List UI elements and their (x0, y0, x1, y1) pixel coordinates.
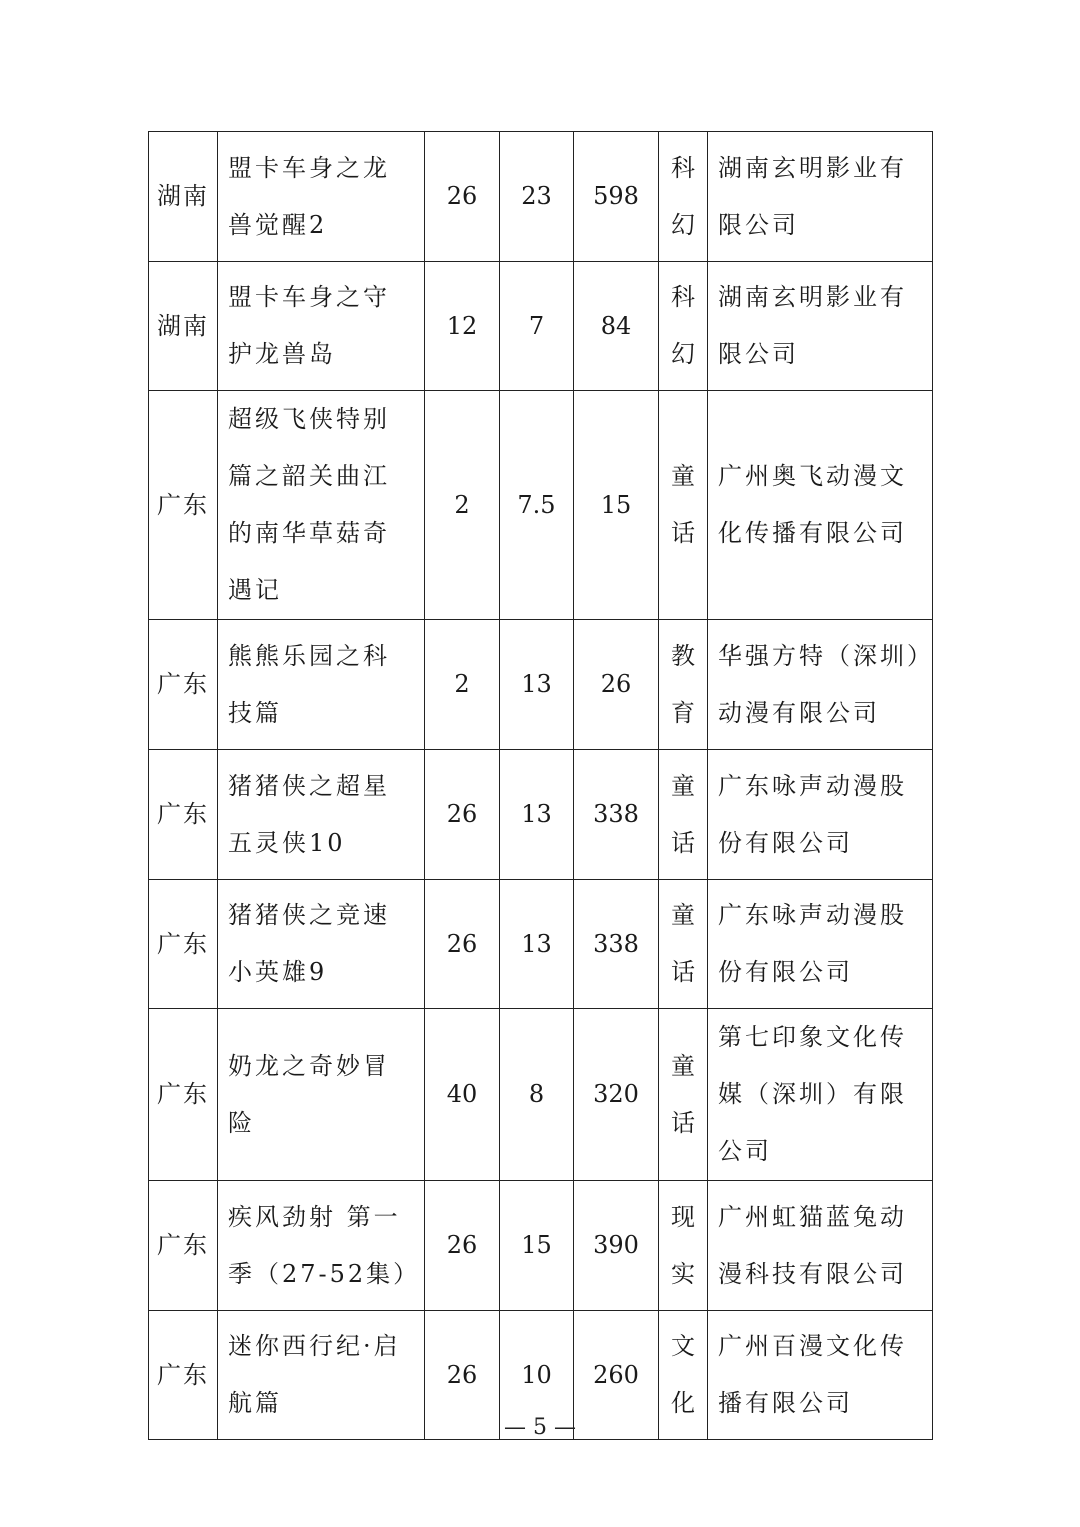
table-row (149, 1009, 933, 1181)
cell-total-minutes: 260 (574, 1311, 659, 1440)
cell-episodes: 2 (425, 391, 500, 620)
table-row (149, 620, 933, 750)
cell-total-minutes: 84 (574, 262, 659, 391)
cell-minutes-per-episode: 23 (500, 132, 574, 262)
cell-total-minutes: 320 (574, 1009, 659, 1181)
table-row (149, 262, 933, 391)
cell-minutes-per-episode: 13 (500, 620, 574, 750)
cell-genre: 童话 (659, 880, 708, 1009)
cell-title: 猪猪侠之竞速小英雄9 (218, 880, 425, 1009)
cell-title: 盟卡车身之守护龙兽岛 (218, 262, 425, 391)
cell-company: 湖南玄明影业有限公司 (708, 262, 933, 391)
cell-episodes: 26 (425, 1311, 500, 1440)
cell-title: 奶龙之奇妙冒险 (218, 1009, 425, 1181)
cell-minutes-per-episode: 7 (500, 262, 574, 391)
cell-minutes-per-episode: 7.5 (500, 391, 574, 620)
cell-minutes-per-episode: 13 (500, 750, 574, 880)
cell-title: 疾风劲射 第一季（27-52集） (218, 1181, 425, 1311)
cell-total-minutes: 390 (574, 1181, 659, 1311)
cell-title: 猪猪侠之超星五灵侠10 (218, 750, 425, 880)
cell-episodes: 2 (425, 620, 500, 750)
cell-company: 第七印象文化传媒（深圳）有限公司 (708, 1009, 933, 1181)
cell-company: 华强方特（深圳）动漫有限公司 (708, 620, 933, 750)
cell-total-minutes: 15 (574, 391, 659, 620)
table-body (149, 132, 933, 1440)
table-row (149, 132, 933, 262)
cell-company: 广州虹猫蓝兔动漫科技有限公司 (708, 1181, 933, 1311)
cell-episodes: 40 (425, 1009, 500, 1181)
cell-title: 超级飞侠特别篇之韶关曲江的南华草菇奇遇记 (218, 391, 425, 620)
cell-province: 湖南 (149, 262, 218, 391)
cell-company: 广州百漫文化传播有限公司 (708, 1311, 933, 1440)
cell-episodes: 26 (425, 1181, 500, 1311)
cell-genre: 科幻 (659, 262, 708, 391)
cell-company: 湖南玄明影业有限公司 (708, 132, 933, 262)
cell-title: 熊熊乐园之科技篇 (218, 620, 425, 750)
cell-genre: 教育 (659, 620, 708, 750)
cell-total-minutes: 26 (574, 620, 659, 750)
cell-genre: 童话 (659, 750, 708, 880)
cell-province: 广东 (149, 1009, 218, 1181)
cell-episodes: 26 (425, 750, 500, 880)
cell-company: 广东咏声动漫股份有限公司 (708, 750, 933, 880)
cell-episodes: 12 (425, 262, 500, 391)
table-row (149, 750, 933, 880)
cell-genre: 文化 (659, 1311, 708, 1440)
cell-total-minutes: 338 (574, 750, 659, 880)
cell-total-minutes: 338 (574, 880, 659, 1009)
cell-genre: 童话 (659, 391, 708, 620)
data-table (148, 131, 933, 1440)
cell-company: 广州奥飞动漫文化传播有限公司 (708, 391, 933, 620)
cell-genre: 童话 (659, 1009, 708, 1181)
cell-province: 广东 (149, 391, 218, 620)
cell-episodes: 26 (425, 880, 500, 1009)
table-row (149, 391, 933, 620)
cell-province: 广东 (149, 750, 218, 880)
cell-total-minutes: 598 (574, 132, 659, 262)
page-number: — 5 — (504, 1415, 576, 1440)
cell-province: 广东 (149, 1311, 218, 1440)
cell-title: 迷你西行纪·启航篇 (218, 1311, 425, 1440)
cell-minutes-per-episode: 10 (500, 1311, 574, 1440)
cell-province: 湖南 (149, 132, 218, 262)
cell-minutes-per-episode: 8 (500, 1009, 574, 1181)
cell-province: 广东 (149, 620, 218, 750)
cell-province: 广东 (149, 880, 218, 1009)
cell-title: 盟卡车身之龙兽觉醒2 (218, 132, 425, 262)
table-row (149, 880, 933, 1009)
cell-minutes-per-episode: 13 (500, 880, 574, 1009)
cell-province: 广东 (149, 1181, 218, 1311)
cell-minutes-per-episode: 15 (500, 1181, 574, 1311)
cell-episodes: 26 (425, 132, 500, 262)
cell-company: 广东咏声动漫股份有限公司 (708, 880, 933, 1009)
cell-genre: 现实 (659, 1181, 708, 1311)
table-row (149, 1181, 933, 1311)
cell-genre: 科幻 (659, 132, 708, 262)
